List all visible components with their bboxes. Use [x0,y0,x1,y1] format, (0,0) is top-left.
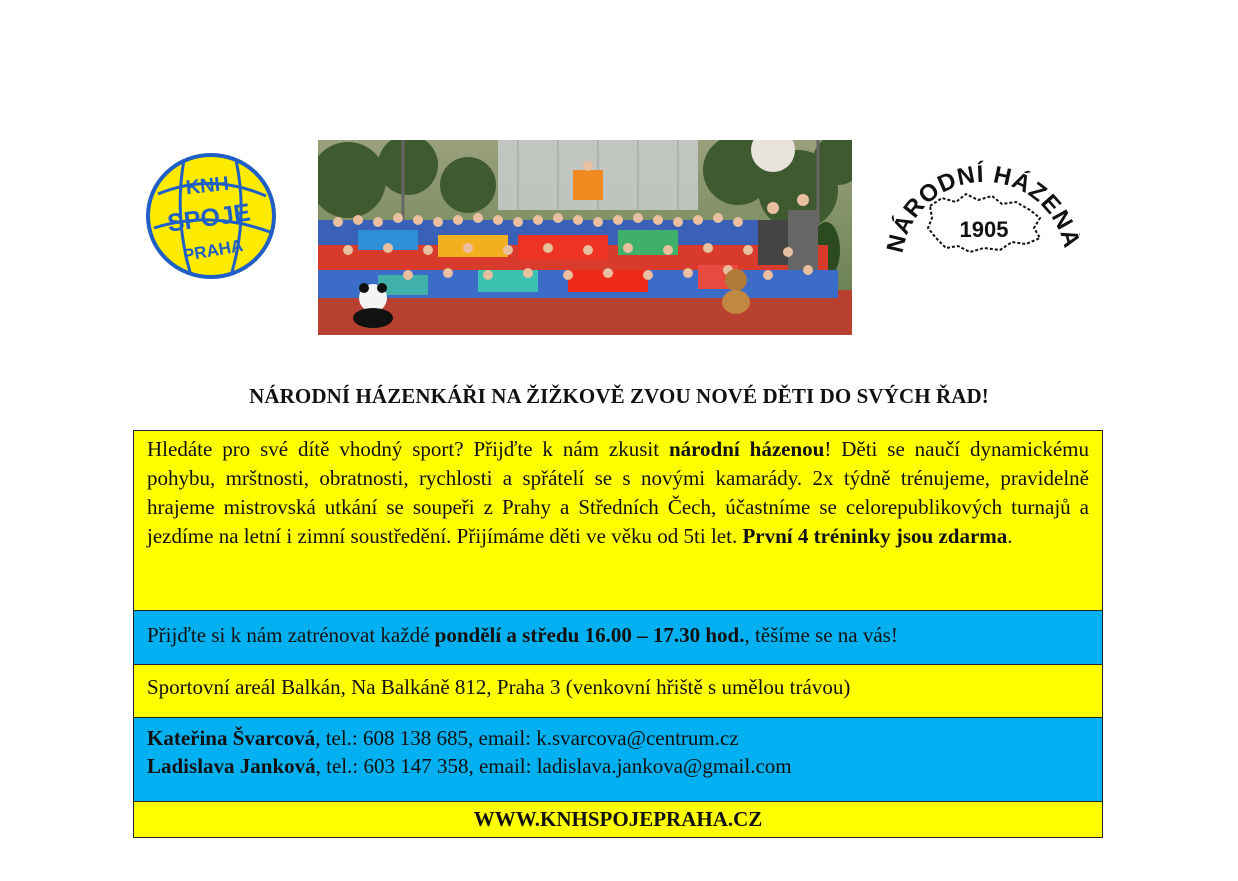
contacts [134,718,1102,802]
info-table [133,430,1103,838]
intro-text-1: Hledáte pro své dítě vhodný sport? Přijďte k nám zkusit [147,437,669,461]
narodni-hazena-arc-text: NÁRODNÍ HÁZEN [884,160,1079,256]
intro-bold-sport: národní házenou [668,437,825,461]
training-text-2: , těšíme se na vás! [744,623,898,647]
intro-text-2: ! Děti se naučí dynamickému pohybu, mrštnosti, obratnosti, rychlosti a spřátelí se s novými kamarády. 2x týdně trénujeme, pravidelně hrajeme mistrovská utkání se soupeři z Prahy a Středních Čech, účastníme se celorepublikových turnajů a jezdíme na letní i zimní soustředění. Přijímáme děti ve věku od 5ti let. [147,437,1089,548]
narodni-hazena-year: 1905 [959,217,1009,242]
training-text-1: Přijďte si k nám zatrénovat každé [147,623,435,647]
website-link[interactable]: WWW.KNHSPOJEPRAHA.CZ [134,802,1102,837]
training-bold-schedule: pondělí a středu 16.00 – 17.30 hod. [434,623,745,647]
narodni-hazena-logo [884,148,1080,276]
contact-details: , tel.: 608 138 685, email: k.svarcova@centrum.cz [315,726,739,750]
knh-spoje-praha-logo [144,152,278,280]
contact-name: Kateřina Švarcová [147,726,316,750]
knh-logo-line2: SPOJE [165,198,253,238]
headline: NÁRODNÍ HÁZENKÁŘI NA ŽIŽKOVĚ ZVOU NOVÉ DĚTI DO SVÝCH ŘAD! [249,384,989,408]
contact-details: , tel.: 603 147 358, email: ladislava.jankova@gmail.com [315,754,792,778]
training-times [134,611,1102,665]
venue: Sportovní areál Balkán, Na Balkáně 812, Praha 3 (venkovní hřiště s umělou trávou) [134,665,1102,718]
intro-text-3: . [1007,524,1013,548]
knh-logo-line3: PRAHA [181,235,245,266]
intro-bold-free-trainings: První 4 tréninky jsou zdarma [742,524,1008,548]
contact-line [147,752,1089,780]
contact-name: Ladislava Janková [147,754,316,778]
intro-paragraph [134,431,1102,611]
knh-logo-line1: KNH [184,172,231,200]
contact-line [147,724,1089,752]
team-photo [318,140,852,335]
